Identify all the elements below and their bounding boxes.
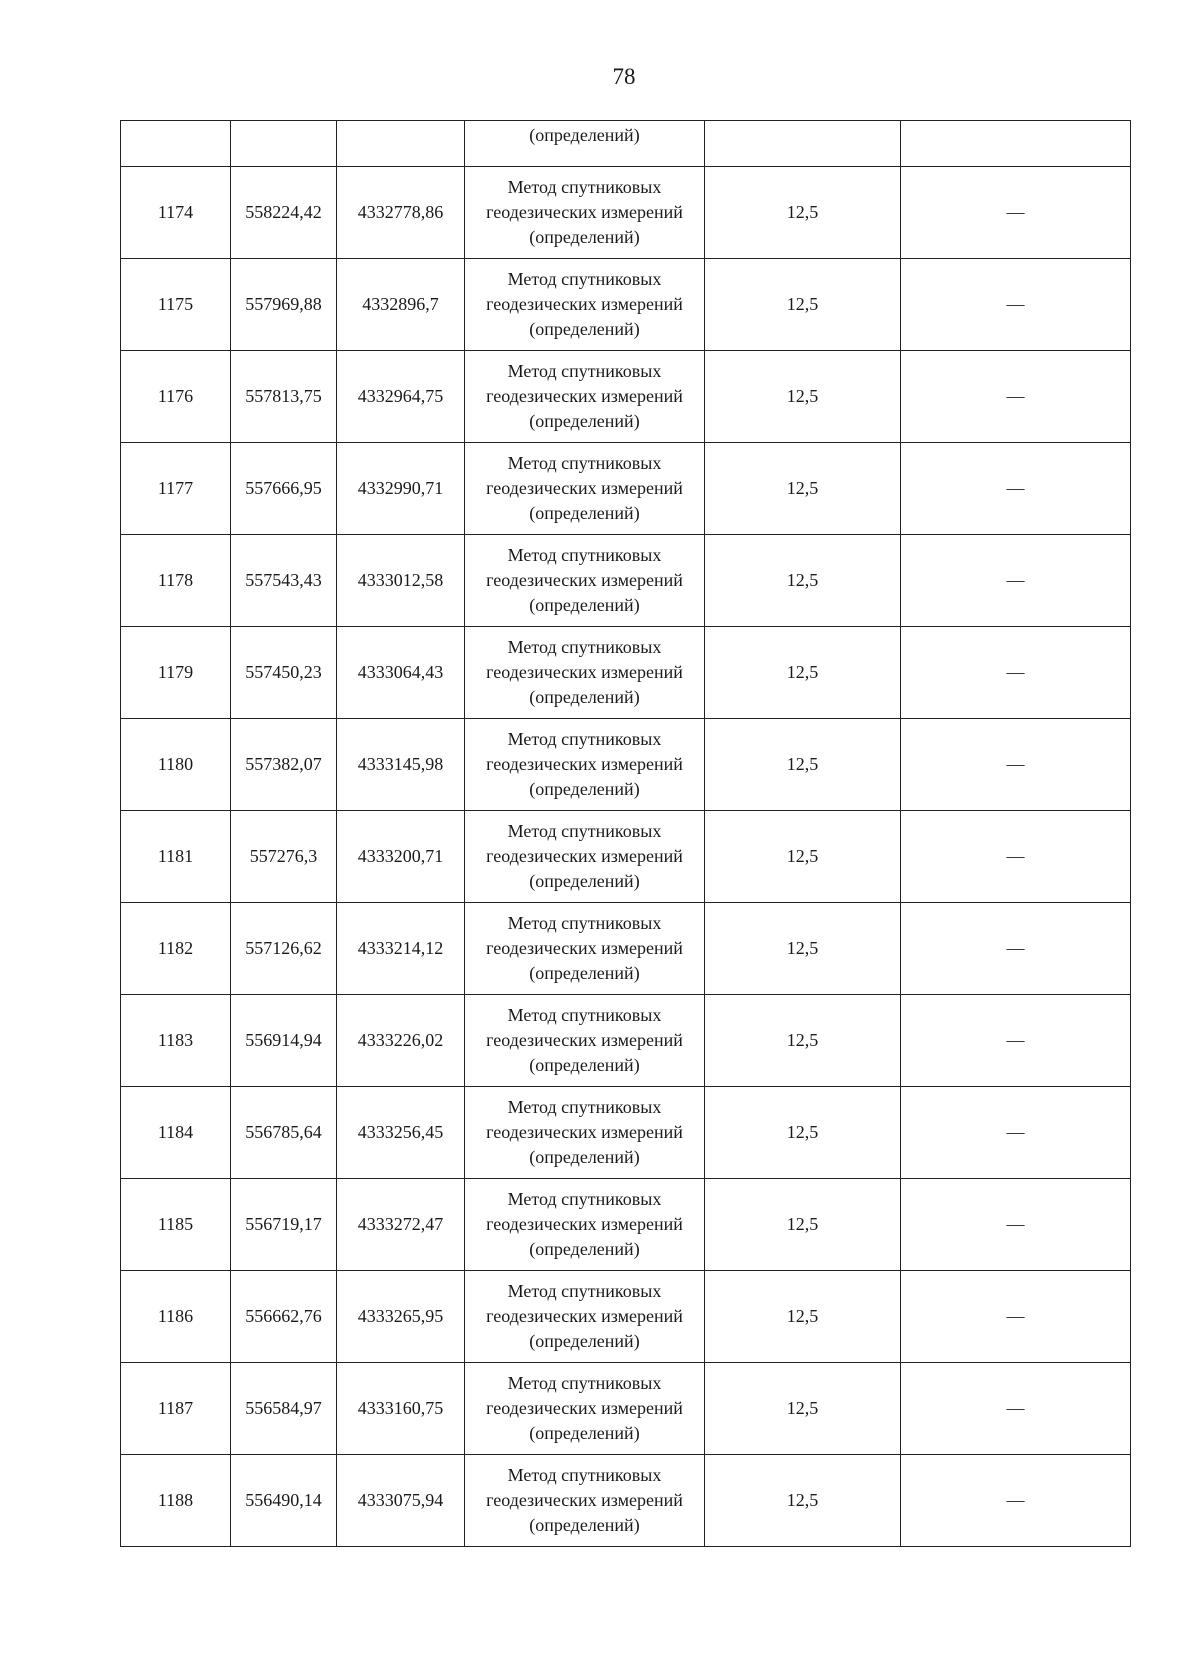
method-line: геодезических измерений (486, 570, 683, 590)
x-coordinate-cell: 558224,42 (231, 167, 337, 259)
point-number-cell: 1179 (121, 627, 231, 719)
method-line: геодезических измерений (486, 1122, 683, 1142)
table-row (121, 1271, 1131, 1363)
method-line: (определений) (529, 687, 640, 707)
method-line: (определений) (529, 1147, 640, 1167)
point-number-cell: 1184 (121, 1087, 231, 1179)
table-row (121, 627, 1131, 719)
method-cell (465, 259, 705, 351)
x-coordinate-cell: 557666,95 (231, 443, 337, 535)
method-line: (определений) (529, 1515, 640, 1535)
point-number-cell: 1187 (121, 1363, 231, 1455)
page-number: 78 (612, 64, 636, 89)
method-line: Метод спутниковых (507, 1281, 662, 1301)
note-cell: — (901, 1363, 1131, 1455)
method-cell (465, 995, 705, 1087)
method-cell (465, 1455, 705, 1547)
method-line: Метод спутниковых (507, 913, 662, 933)
method-line: Метод спутниковых (507, 269, 662, 289)
note-cell: — (901, 351, 1131, 443)
cell-empty (231, 121, 337, 167)
method-cell (465, 351, 705, 443)
y-coordinate-cell: 4333214,12 (337, 903, 465, 995)
point-number-cell: 1174 (121, 167, 231, 259)
accuracy-cell: 12,5 (705, 259, 901, 351)
note-cell: — (901, 167, 1131, 259)
note-cell: — (901, 995, 1131, 1087)
point-number-cell: 1188 (121, 1455, 231, 1547)
table-row (121, 443, 1131, 535)
x-coordinate-cell: 557450,23 (231, 627, 337, 719)
point-number-cell: 1181 (121, 811, 231, 903)
y-coordinate-cell: 4333012,58 (337, 535, 465, 627)
x-coordinate-cell: 556490,14 (231, 1455, 337, 1547)
x-coordinate-cell: 556785,64 (231, 1087, 337, 1179)
note-cell: — (901, 535, 1131, 627)
method-line: (определений) (529, 1423, 640, 1443)
note-cell: — (901, 1087, 1131, 1179)
method-line: Метод спутниковых (507, 453, 662, 473)
table-row (121, 811, 1131, 903)
y-coordinate-cell: 4332778,86 (337, 167, 465, 259)
method-cell (465, 535, 705, 627)
y-coordinate-cell: 4333226,02 (337, 995, 465, 1087)
method-line: Метод спутниковых (507, 361, 662, 381)
y-coordinate-cell: 4333075,94 (337, 1455, 465, 1547)
method-line: геодезических измерений (486, 386, 683, 406)
method-line: (определений) (529, 227, 640, 247)
table-row (121, 995, 1131, 1087)
point-number-cell: 1186 (121, 1271, 231, 1363)
method-line: Метод спутниковых (507, 545, 662, 565)
method-line: Метод спутниковых (507, 1097, 662, 1117)
method-line: Метод спутниковых (507, 821, 662, 841)
note-cell: — (901, 1179, 1131, 1271)
point-number-cell: 1175 (121, 259, 231, 351)
note-cell: — (901, 719, 1131, 811)
accuracy-cell: 12,5 (705, 1271, 901, 1363)
method-line: геодезических измерений (486, 202, 683, 222)
y-coordinate-cell: 4332964,75 (337, 351, 465, 443)
y-coordinate-cell: 4333265,95 (337, 1271, 465, 1363)
method-cell (465, 1087, 705, 1179)
accuracy-cell: 12,5 (705, 167, 901, 259)
method-line: (определений) (529, 1055, 640, 1075)
method-cell (465, 811, 705, 903)
method-line: геодезических измерений (486, 478, 683, 498)
x-coordinate-cell: 557969,88 (231, 259, 337, 351)
table-row (121, 1363, 1131, 1455)
method-line: геодезических измерений (486, 1490, 683, 1510)
method-line: геодезических измерений (486, 754, 683, 774)
y-coordinate-cell: 4333256,45 (337, 1087, 465, 1179)
method-cell (465, 1363, 705, 1455)
point-number-cell: 1185 (121, 1179, 231, 1271)
x-coordinate-cell: 556914,94 (231, 995, 337, 1087)
method-line: геодезических измерений (486, 1030, 683, 1050)
table-row (121, 351, 1131, 443)
method-line: Метод спутниковых (507, 1373, 662, 1393)
method-line: (определений) (529, 411, 640, 431)
note-cell: — (901, 443, 1131, 535)
table-row (121, 259, 1131, 351)
table-row (121, 1455, 1131, 1547)
method-line: Метод спутниковых (507, 637, 662, 657)
method-line: геодезических измерений (486, 846, 683, 866)
y-coordinate-cell: 4332896,7 (337, 259, 465, 351)
method-cell (465, 1271, 705, 1363)
coordinates-table (120, 120, 1131, 1547)
method-line: геодезических измерений (486, 294, 683, 314)
accuracy-cell: 12,5 (705, 995, 901, 1087)
accuracy-cell: 12,5 (705, 351, 901, 443)
method-line: (определений) (529, 871, 640, 891)
note-cell: — (901, 627, 1131, 719)
method-line: Метод спутниковых (507, 729, 662, 749)
point-number-cell: 1182 (121, 903, 231, 995)
method-cell (465, 167, 705, 259)
x-coordinate-cell: 557126,62 (231, 903, 337, 995)
method-line: (определений) (529, 595, 640, 615)
accuracy-cell: 12,5 (705, 1455, 901, 1547)
table-body (121, 121, 1131, 1547)
note-cell: — (901, 811, 1131, 903)
table-row (121, 167, 1131, 259)
x-coordinate-cell: 557382,07 (231, 719, 337, 811)
note-cell: — (901, 1271, 1131, 1363)
accuracy-cell: 12,5 (705, 903, 901, 995)
accuracy-cell: 12,5 (705, 443, 901, 535)
x-coordinate-cell: 557813,75 (231, 351, 337, 443)
x-coordinate-cell: 556584,97 (231, 1363, 337, 1455)
x-coordinate-cell: 557276,3 (231, 811, 337, 903)
y-coordinate-cell: 4333272,47 (337, 1179, 465, 1271)
point-number-cell: 1183 (121, 995, 231, 1087)
method-line: (определений) (529, 1331, 640, 1351)
method-line: Метод спутниковых (507, 1189, 662, 1209)
x-coordinate-cell: 556719,17 (231, 1179, 337, 1271)
method-line: (определений) (529, 779, 640, 799)
note-cell: — (901, 903, 1131, 995)
table-row (121, 719, 1131, 811)
x-coordinate-cell: 556662,76 (231, 1271, 337, 1363)
accuracy-cell: 12,5 (705, 719, 901, 811)
cell-empty (121, 121, 231, 167)
accuracy-cell: 12,5 (705, 627, 901, 719)
y-coordinate-cell: 4333064,43 (337, 627, 465, 719)
point-number-cell: 1180 (121, 719, 231, 811)
accuracy-cell: 12,5 (705, 1087, 901, 1179)
method-line: Метод спутниковых (507, 177, 662, 197)
method-cell (465, 443, 705, 535)
table-row (121, 903, 1131, 995)
method-line: Метод спутниковых (507, 1005, 662, 1025)
table-row (121, 1179, 1131, 1271)
method-line: (определений) (529, 963, 640, 983)
method-cell (465, 903, 705, 995)
table-row (121, 1087, 1131, 1179)
point-number-cell: 1176 (121, 351, 231, 443)
method-line: геодезических измерений (486, 1398, 683, 1418)
cell-empty (705, 121, 901, 167)
method-line: геодезических измерений (486, 1306, 683, 1326)
cell-empty (901, 121, 1131, 167)
continuation-row (121, 121, 1131, 167)
point-number-cell: 1178 (121, 535, 231, 627)
method-cell (465, 1179, 705, 1271)
y-coordinate-cell: 4332990,71 (337, 443, 465, 535)
x-coordinate-cell: 557543,43 (231, 535, 337, 627)
note-cell: — (901, 1455, 1131, 1547)
method-cell (465, 627, 705, 719)
table-row (121, 535, 1131, 627)
accuracy-cell: 12,5 (705, 1363, 901, 1455)
accuracy-cell: 12,5 (705, 535, 901, 627)
y-coordinate-cell: 4333200,71 (337, 811, 465, 903)
continuation-method-cell: (определений) (465, 121, 705, 167)
y-coordinate-cell: 4333160,75 (337, 1363, 465, 1455)
method-line: геодезических измерений (486, 938, 683, 958)
y-coordinate-cell: 4333145,98 (337, 719, 465, 811)
method-line: геодезических измерений (486, 1214, 683, 1234)
method-line: Метод спутниковых (507, 1465, 662, 1485)
accuracy-cell: 12,5 (705, 811, 901, 903)
method-line: геодезических измерений (486, 662, 683, 682)
method-line: (определений) (529, 319, 640, 339)
point-number-cell: 1177 (121, 443, 231, 535)
method-line: (определений) (529, 1239, 640, 1259)
method-cell (465, 719, 705, 811)
cell-empty (337, 121, 465, 167)
note-cell: — (901, 259, 1131, 351)
accuracy-cell: 12,5 (705, 1179, 901, 1271)
method-line: (определений) (529, 503, 640, 523)
